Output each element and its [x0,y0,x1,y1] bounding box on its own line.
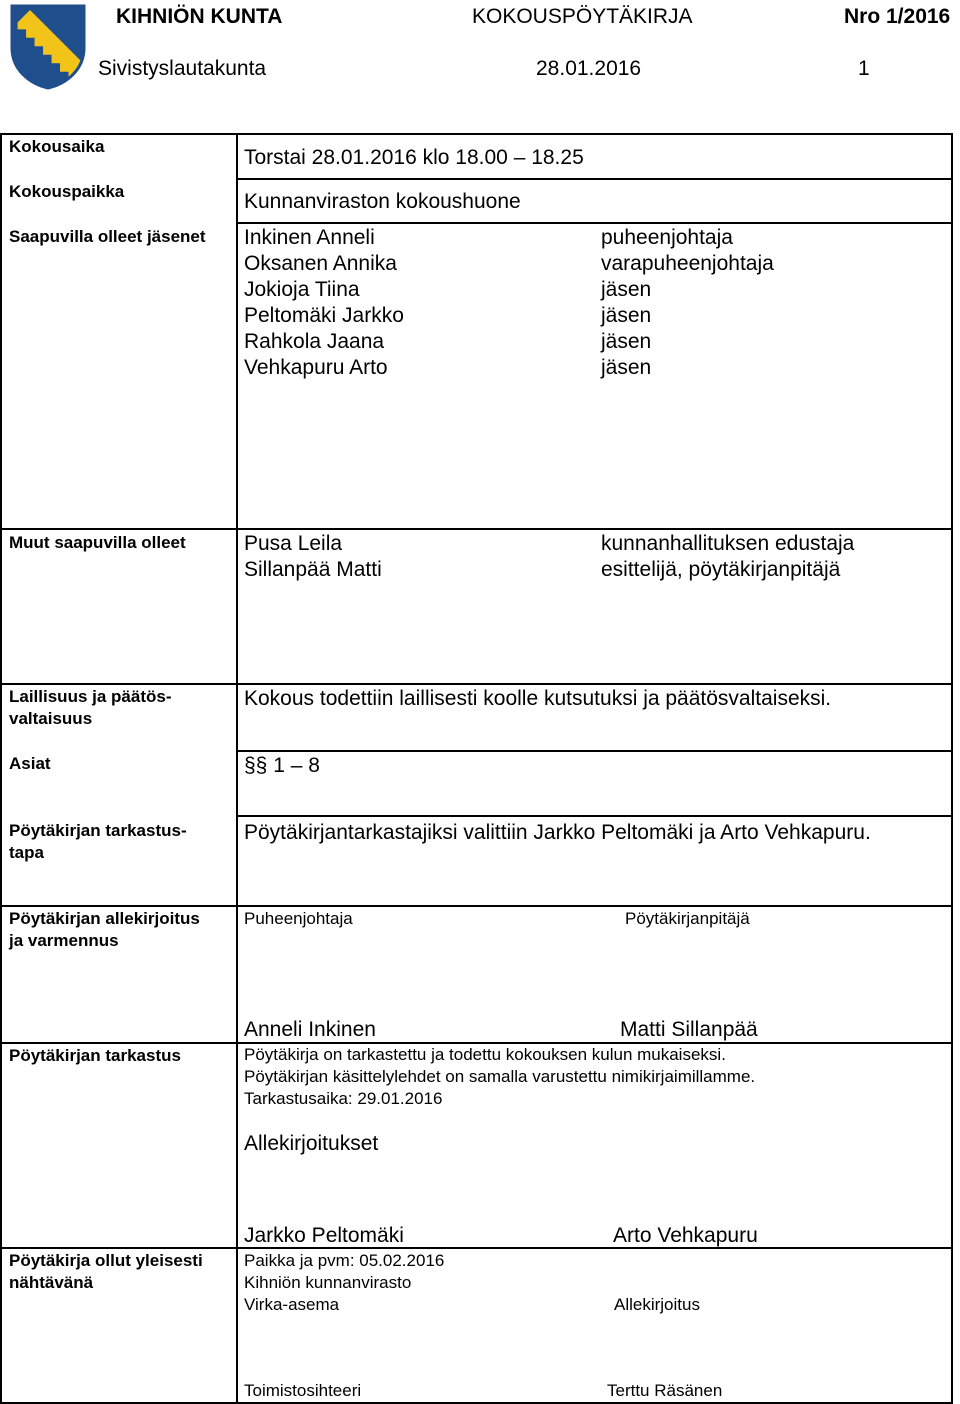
meeting-date: 28.01.2016 [536,57,642,80]
meeting-place-value: Kunnanviraston kokoushuone [244,190,521,213]
member-name: Inkinen Anneli [244,226,375,249]
legality-label: Laillisuus ja päätös- valtaisuus [9,687,172,728]
review-method-value: Pöytäkirjantarkastajiksi valittiin Jarkko Peltomäki ja Arto Vehkapuru. [244,821,871,844]
member-names [244,225,404,381]
signatures-label: Allekirjoitukset [244,1132,379,1155]
other-name: Pusa Leila [244,532,343,555]
review-label: Pöytäkirjan tarkastus [9,1046,181,1065]
chair-title: Puheenjohtaja [244,909,353,928]
meeting-time-label: Kokousaika [9,137,105,156]
other-names [244,531,382,583]
member-name: Vehkapuru Arto [244,356,388,379]
meeting-time-value: Torstai 28.01.2016 klo 18.00 – 18.25 [244,146,584,169]
public-display-label: Pöytäkirja ollut yleisesti nähtävänä [9,1251,203,1292]
coat-of-arms-logo [10,4,86,90]
member-role: varapuheenjohtaja [601,252,774,275]
document-type: KOKOUSPÖYTÄKIRJA [472,5,693,28]
others-label: Muut saapuvilla olleet [9,533,186,552]
signature-caption: Allekirjoitus [614,1295,700,1314]
committee-name: Sivistyslautakunta [98,57,267,80]
member-role: jäsen [601,330,652,353]
meeting-place-label: Kokouspaikka [9,182,125,201]
reviewer-2-name: Arto Vehkapuru [613,1224,758,1247]
other-role: kunnanhallituksen edustaja [601,532,855,555]
signing-label: Pöytäkirjan allekirjoitus ja varmennus [9,909,200,950]
member-name: Peltomäki Jarkko [244,304,404,327]
legality-value: Kokous todettiin laillisesti koolle kutsutuksi ja päätösvaltaiseksi. [244,687,832,710]
review-text: Pöytäkirja on tarkastettu ja todettu kokouksen kulun mukaiseksi. Pöytäkirjan käsittelylehdet on samalla varustettu nimikirjaimillamme. Tarkastusaika: 29.01.2016 [244,1045,756,1108]
public-display-details: Paikka ja pvm: 05.02.2016 Kihniön kunnanvirasto Virka-asema [244,1251,445,1314]
member-role: jäsen [601,356,652,379]
municipality-name: KIHNIÖN KUNTA [116,5,283,28]
official-signer: Terttu Räsänen [607,1381,723,1400]
review-method-label: Pöytäkirjan tarkastus- tapa [9,821,187,862]
member-role: puheenjohtaja [601,226,733,249]
member-roles [601,225,774,381]
members-label: Saapuvilla olleet jäsenet [9,227,206,246]
other-role: esittelijä, pöytäkirjanpitäjä [601,558,841,581]
chair-name: Anneli Inkinen [244,1018,376,1041]
member-role: jäsen [601,304,652,327]
reviewer-1-name: Jarkko Peltomäki [244,1224,404,1247]
page-number: 1 [858,57,870,80]
member-role: jäsen [601,278,652,301]
member-name: Jokioja Tiina [244,278,360,301]
official-position: Toimistosihteeri [244,1381,362,1400]
items-label: Asiat [9,754,51,773]
member-name: Oksanen Annika [244,252,397,275]
member-name: Rahkola Jaana [244,330,385,353]
secretary-name: Matti Sillanpää [620,1018,758,1041]
secretary-title: Pöytäkirjanpitäjä [625,909,750,928]
document-number: Nro 1/2016 [844,5,951,28]
other-roles [601,531,854,583]
other-name: Sillanpää Matti [244,558,382,581]
items-value: §§ 1 – 8 [244,754,320,777]
